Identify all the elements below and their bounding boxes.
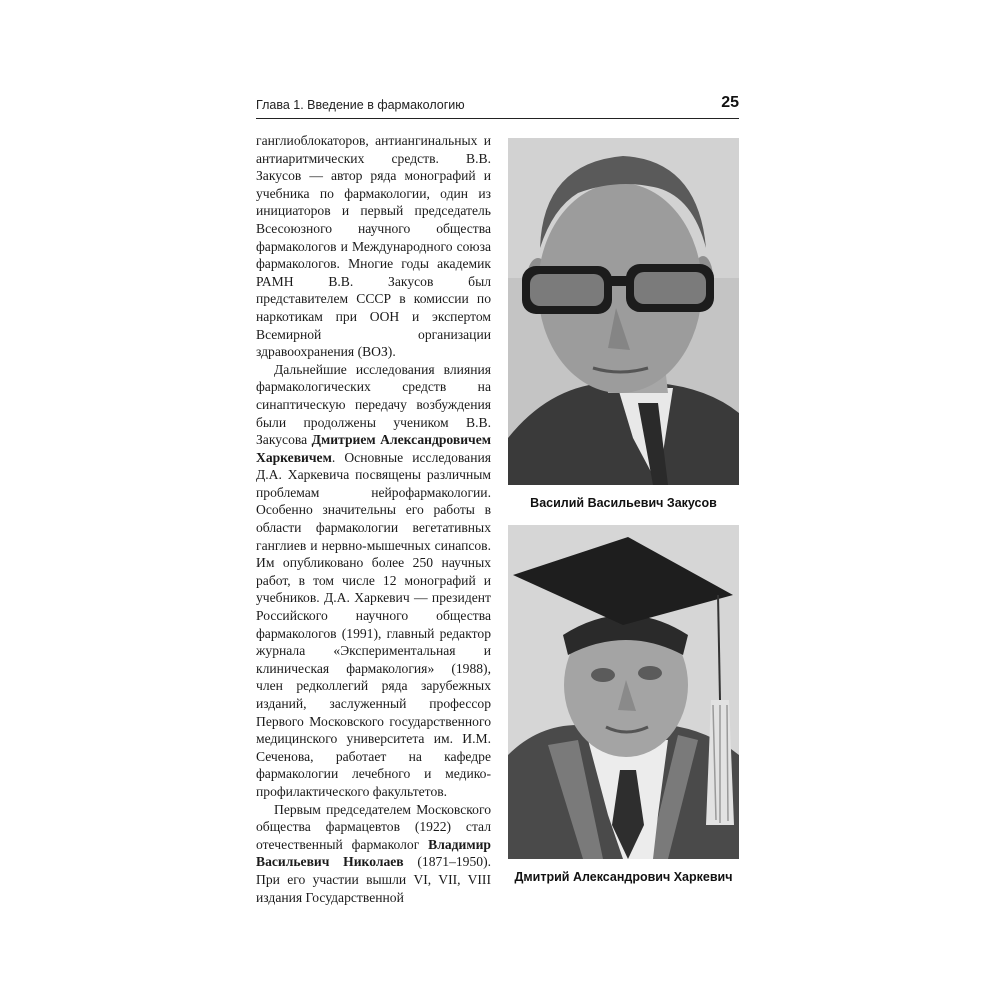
portrait-photo-kharkevich — [508, 525, 739, 859]
page-number: 25 — [721, 94, 739, 111]
portrait-image — [508, 138, 739, 485]
figure-caption: Дмитрий Александрович Харкевич — [514, 870, 733, 884]
body-text-column — [256, 132, 491, 906]
figure-caption: Василий Васильевич Закусов — [530, 496, 717, 510]
portrait-photo-zakusov — [508, 138, 739, 485]
paragraph: Дальнейшие исследования влияния фармакологических средств на синаптическую передачу возбуждения были продолжены учеником В.В. Закусова Дмитрием Александровичем Харкевичем. Основные исследования Д.А. Харкевича посвящены различным проблемам нейрофармакологии. Особенно значительны его работы в области фармакологии вегетативных ганглиев и нервно-мышечных синапсов. Им опубликовано более 250 научных работ, в том числе 12 монографий и учебников. Д.А. Харкевич — президент Российского научного общества фармакологов (1991), главный редактор журнала «Экспериментальная и клиническая фармакология» (1988), член редколлегий ряда зарубежных изданий, заслуженный профессор Первого Московского государственного медицинского университета им. И.М. Сеченова, работает на кафедре фармакологии лечебного и медико-профилактического факультетов. — [256, 361, 491, 799]
running-head — [256, 96, 739, 119]
bold-name: Дмитрием Александровичем Харкевичем — [256, 432, 491, 465]
chapter-title: Глава 1. Введение в фармакологию — [256, 98, 465, 112]
portrait-image — [508, 525, 739, 859]
paragraph: Первым председателем Московского общества фармацевтов (1922) стал отечественный фармаколог Владимир Васильевич Николаев (1871–1950). При его участии вышли VI, VII, VIII издания Государственной — [256, 801, 491, 905]
bold-name: Владимир Васильевич Николаев — [256, 836, 491, 870]
paragraph: ганглиоблокаторов, антиангинальных и антиаритмических средств. В.В. Закусов — автор ряда монографий и учебника по фармакологии, один из инициаторов и первый председатель Всесоюзного научного общества фармакологов и Международного союза фармакологов. Многие годы академик РАМН В.В. Закусов был представителем СССР в комиссии по наркотикам при ООН и экспертом Всемирной организации здравоохранения (ВОЗ). — [256, 133, 491, 360]
